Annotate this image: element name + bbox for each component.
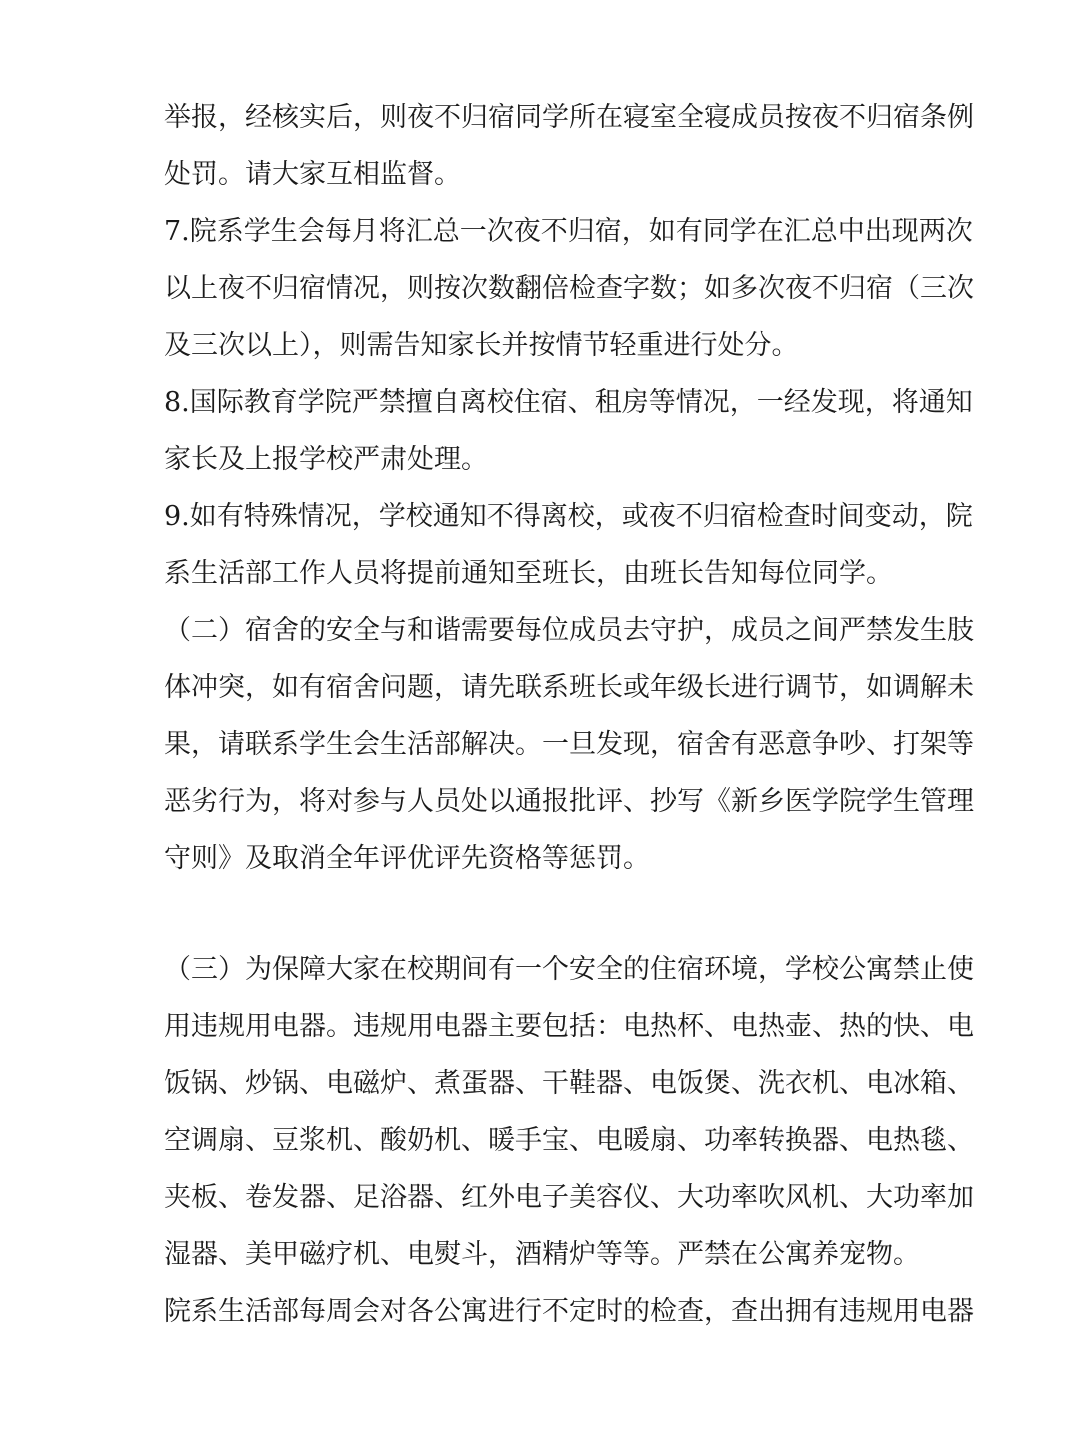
text-line: 夹板、卷发器、足浴器、红外电子美容仪、大功率吹风机、大功率加 xyxy=(164,1182,974,1213)
text-line: 9.如有特殊情况，学校通知不得离校，或夜不归宿检查时间变动，院 xyxy=(164,501,973,532)
text-line: 处罚。请大家互相监督。 xyxy=(164,159,461,190)
text-line: 以上夜不归宿情况，则按次数翻倍检查字数；如多次夜不归宿（三次 xyxy=(164,273,974,304)
text-line: 8.国际教育学院严禁擅自离校住宿、租房等情况，一经发现，将通知 xyxy=(164,387,973,418)
text-line: 饭锅、炒锅、电磁炉、煮蛋器、干鞋器、电饭煲、洗衣机、电冰箱、 xyxy=(164,1068,974,1099)
text-line: 7.院系学生会每月将汇总一次夜不归宿，如有同学在汇总中出现两次 xyxy=(164,216,973,247)
text-line: 空调扇、豆浆机、酸奶机、暖手宝、电暖扇、功率转换器、电热毯、 xyxy=(164,1125,974,1156)
text-line: （二）宿舍的安全与和谐需要每位成员去守护，成员之间严禁发生肢 xyxy=(164,615,974,646)
text-line: （三）为保障大家在校期间有一个安全的住宿环境，学校公寓禁止使 xyxy=(164,954,974,985)
text-line: 用违规用电器。违规用电器主要包括：电热杯、电热壶、热的快、电 xyxy=(164,1011,974,1042)
text-line: 院系生活部每周会对各公寓进行不定时的检查，查出拥有违规用电器 xyxy=(164,1296,974,1327)
text-line: 守则》及取消全年评优评先资格等惩罚。 xyxy=(164,843,650,874)
text-line: 及三次以上），则需告知家长并按情节轻重进行处分。 xyxy=(164,330,799,361)
text-line: 系生活部工作人员将提前通知至班长，由班长告知每位同学。 xyxy=(164,558,893,589)
text-line: 果，请联系学生会生活部解决。一旦发现，宿舍有恶意争吵、打架等 xyxy=(164,729,974,760)
text-line: 家长及上报学校严肃处理。 xyxy=(164,444,488,475)
text-line: 举报，经核实后，则夜不归宿同学所在寝室全寝成员按夜不归宿条例 xyxy=(164,102,974,133)
text-line: 体冲突，如有宿舍问题，请先联系班长或年级长进行调节，如调解未 xyxy=(164,672,974,703)
text-line: 恶劣行为，将对参与人员处以通报批评、抄写《新乡医学院学生管理 xyxy=(164,786,974,817)
text-line: 湿器、美甲磁疗机、电熨斗，酒精炉等等。严禁在公寓养宠物。 xyxy=(164,1239,920,1270)
